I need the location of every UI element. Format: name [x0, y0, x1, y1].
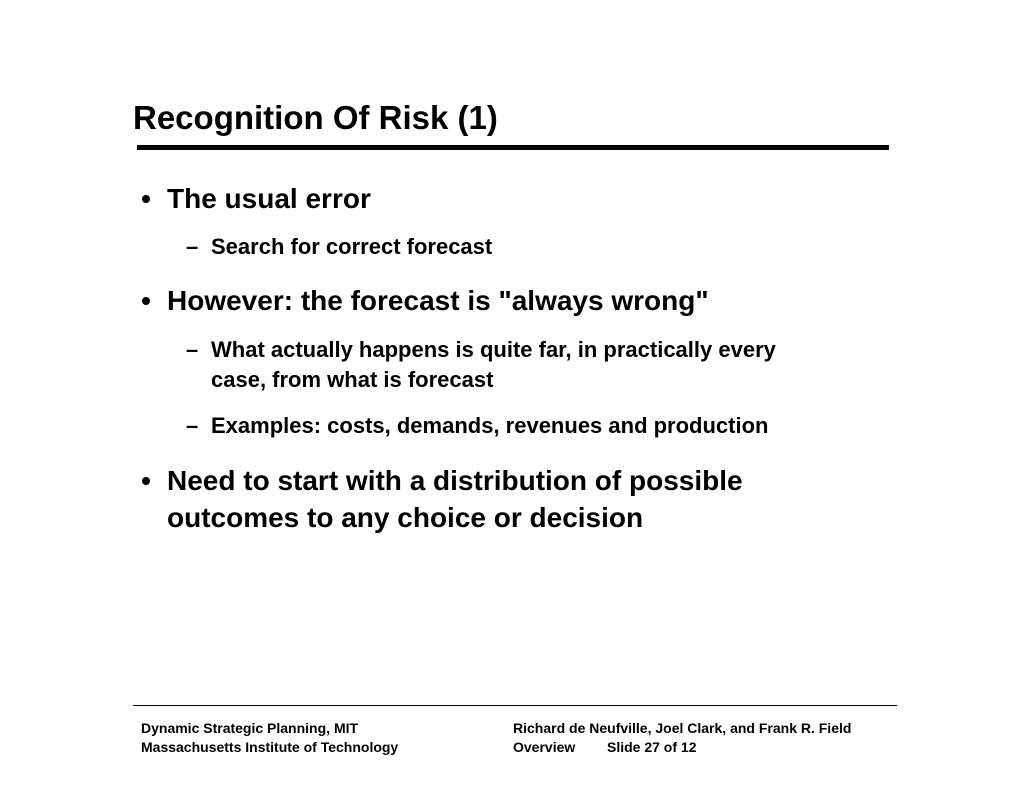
title-underline — [137, 145, 889, 150]
bullet-dot-icon — [142, 477, 150, 485]
sub-bullet-text: case, from what is forecast — [211, 367, 494, 392]
footer-course-name: Dynamic Strategic Planning, MIT — [141, 720, 359, 736]
footer-section: Overview — [513, 739, 576, 755]
footer-slide-number: Slide 27 of 12 — [607, 739, 697, 755]
slide-title: Recognition Of Risk (1) — [133, 99, 498, 136]
sub-bullet-text: Search for correct forecast — [211, 234, 493, 259]
bullet-dot-icon — [142, 195, 150, 203]
bullet-dot-icon — [142, 297, 150, 305]
bullet-text: outcomes to any choice or decision — [167, 502, 644, 533]
dash-icon: – — [186, 337, 199, 362]
bullet-text: However: the forecast is "always wrong" — [167, 285, 709, 316]
sub-bullet-text: Examples: costs, demands, revenues and production — [211, 413, 769, 438]
footer-divider — [133, 705, 897, 706]
bullet-text: Need to start with a distribution of possible — [167, 465, 743, 496]
sub-bullet-text: What actually happens is quite far, in practically every — [211, 337, 776, 362]
footer-authors: Richard de Neufville, Joel Clark, and Frank R. Field — [513, 720, 852, 736]
dash-icon: – — [186, 234, 199, 259]
footer-institution: Massachusetts Institute of Technology — [141, 739, 399, 755]
bullet-text: The usual error — [167, 183, 371, 214]
dash-icon: – — [186, 413, 199, 438]
